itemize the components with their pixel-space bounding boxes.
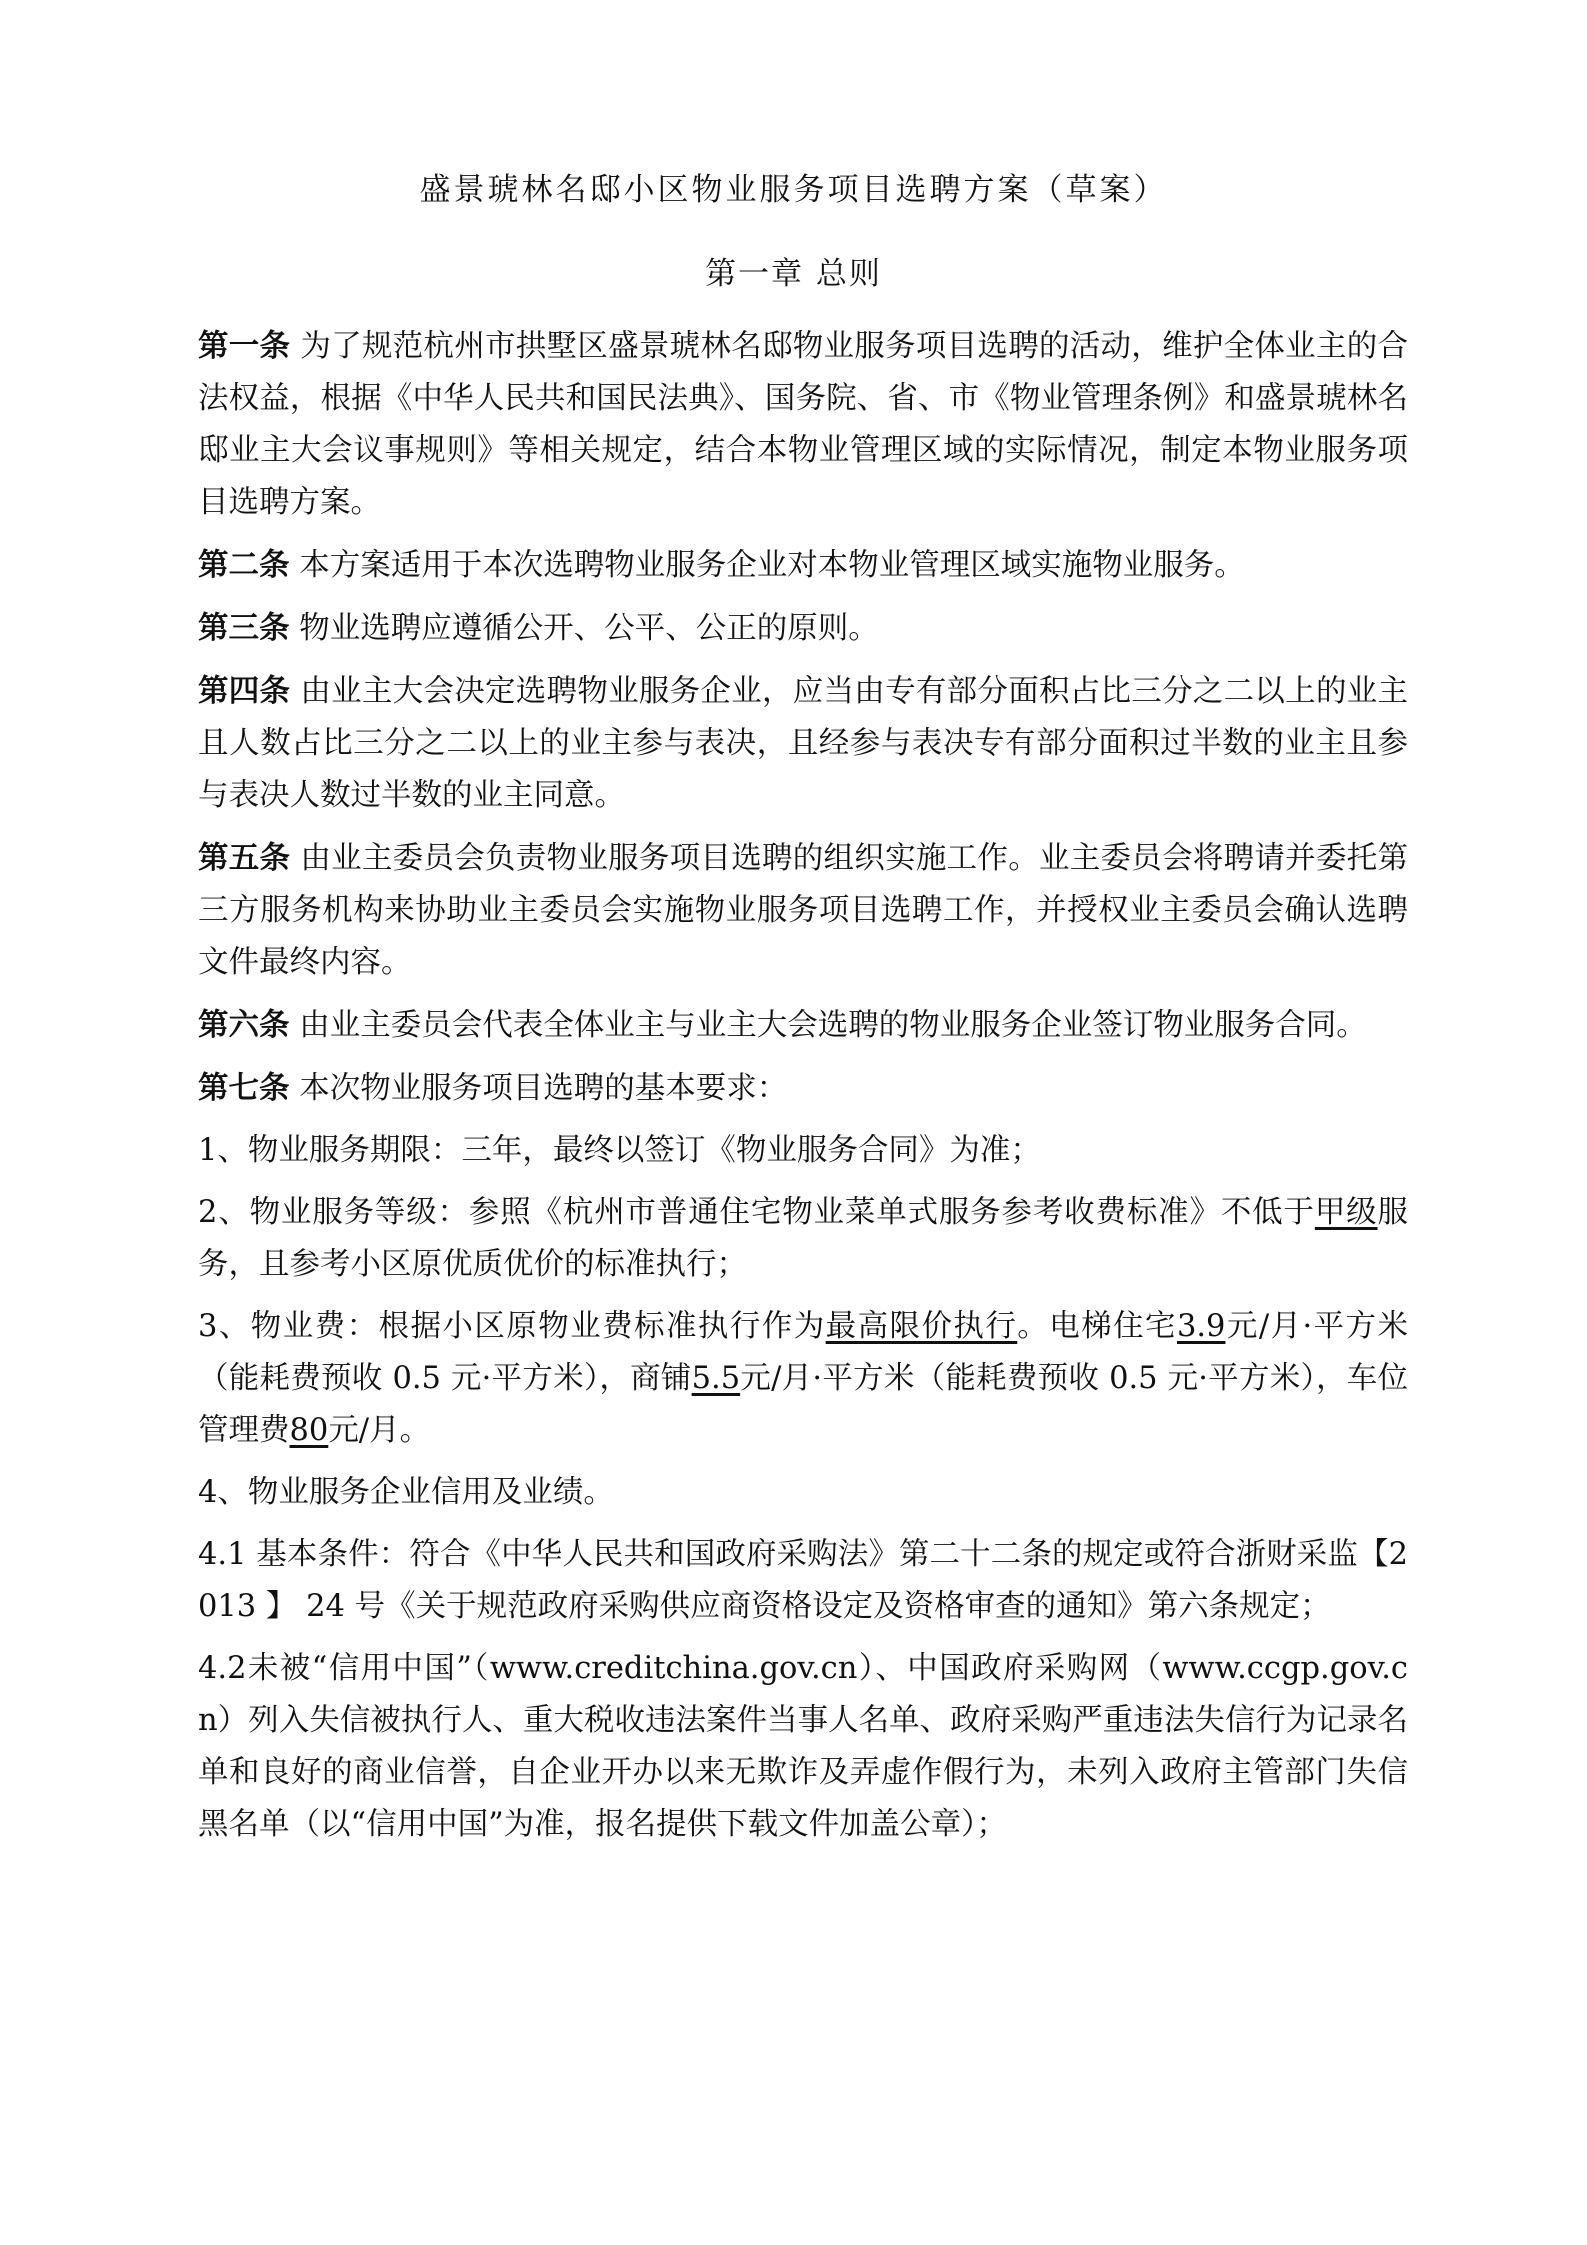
article-text: 物业选聘应遵循公开、公平、公正的原则。 [299, 611, 879, 646]
requirement-1: 1、物业服务期限：三年，最终以签订《物业服务合同》为准； [198, 1133, 1041, 1168]
article-label: 第四条 [198, 673, 291, 709]
requirement-3 [198, 1301, 1408, 1457]
article-label: 第二条 [198, 547, 290, 583]
article-1 [198, 320, 1408, 529]
article-label: 第五条 [198, 840, 291, 876]
article-label: 第一条 [198, 328, 291, 364]
article-text: 由业主委员会代表全体业主与业主大会选聘的物业服务企业签订物业服务合同。 [299, 1008, 1367, 1043]
requirement-4-2: 4.2未被“信用中国”（www.creditchina.gov.cn）、中国政府采购网（www.ccgp.gov.cn）列入失信被执行人、重大税收违法案件当事人名单、政府采购严重违法失信行为记录名单和良好的商业信誉，自企业开办以来无欺诈及弄虚作假行为，未列入政府主管部门失信黑名单（以“信用中国”为准，报名提供下载文件加盖公章）； [198, 1651, 1408, 1842]
article-text: 为了规范杭州市拱墅区盛景琥林名邸物业服务项目选聘的活动，维护全体业主的合法权益，根据《中华人民共和国民法典》、国务院、省、市《物业管理条例》和盛景琥林名邸业主大会议事规则》等相关规定，结合本物业管理区域的实际情况，制定本物业服务项目选聘方案。 [198, 329, 1409, 520]
requirement-3-mid: 元/月·平方米（能耗费预收 0.5 元·平方米），车位管理费 [198, 1361, 1408, 1448]
requirement-2-text: 2、物业服务等级：参照《杭州市普通住宅物业菜单式服务参考收费标准》不低于 [198, 1195, 1315, 1230]
document-title: 盛景琥林名邸小区物业服务项目选聘方案（草案） [419, 172, 1168, 208]
article-6 [198, 999, 1408, 1052]
article-label: 第六条 [198, 1007, 290, 1043]
article-3 [198, 602, 1408, 655]
article-text: 本方案适用于本次选聘物业服务企业对本物业管理区域实施物业服务。 [299, 548, 1245, 583]
article-5 [198, 832, 1408, 989]
requirement-3-mid: 。电梯住宅 [1017, 1309, 1177, 1344]
article-label: 第三条 [198, 610, 290, 646]
service-grade: 甲级 [1314, 1195, 1378, 1230]
article-text: 由业主委员会负责物业服务项目选聘的组织实施工作。业主委员会将聘请并委托第三方服务机构来协助业主委员会实施物业服务项目选聘工作，并授权业主委员会确认选聘文件最终内容。 [198, 841, 1409, 980]
article-7 [198, 1062, 1408, 1115]
requirement-4: 4、物业服务企业信用及业绩。 [198, 1475, 614, 1510]
requirement-3-suffix: 元/月。 [328, 1413, 431, 1448]
requirement-3-mid: 元/月·平方米（能耗费预收 0.5 元·平方米），商铺 [198, 1309, 1408, 1396]
document-body [198, 320, 1408, 1861]
article-4 [198, 665, 1408, 822]
article-2 [198, 539, 1408, 592]
article-label: 第七条 [198, 1070, 290, 1106]
article-text: 本次物业服务项目选聘的基本要求： [299, 1071, 788, 1106]
chapter-heading: 第一章 总则 [705, 256, 882, 292]
parking-fee: 80 [289, 1413, 329, 1448]
requirement-3-text: 3、物业费：根据小区原物业费标准执行作为 [198, 1309, 826, 1344]
requirement-2-suffix: 服务，且参考小区原优质优价的标准执行； [198, 1195, 1409, 1282]
requirement-2 [198, 1187, 1408, 1291]
article-text: 由业主大会决定选聘物业服务企业，应当由专有部分面积占比三分之二以上的业主且人数占比三分之二以上的业主参与表决，且经参与表决专有部分面积过半数的业主且参与表决人数过半数的业主同意。 [198, 674, 1409, 813]
elevator-fee: 3.9 [1176, 1309, 1226, 1344]
shop-fee: 5.5 [691, 1361, 741, 1396]
requirement-4-1: 4.1 基本条件：符合《中华人民共和国政府采购法》第二十二条的规定或符合浙财采监【2013 】 24 号《关于规范政府采购供应商资格设定及资格审查的通知》第六条规定； [198, 1537, 1408, 1624]
price-limit: 最高限价执行 [825, 1309, 1018, 1344]
